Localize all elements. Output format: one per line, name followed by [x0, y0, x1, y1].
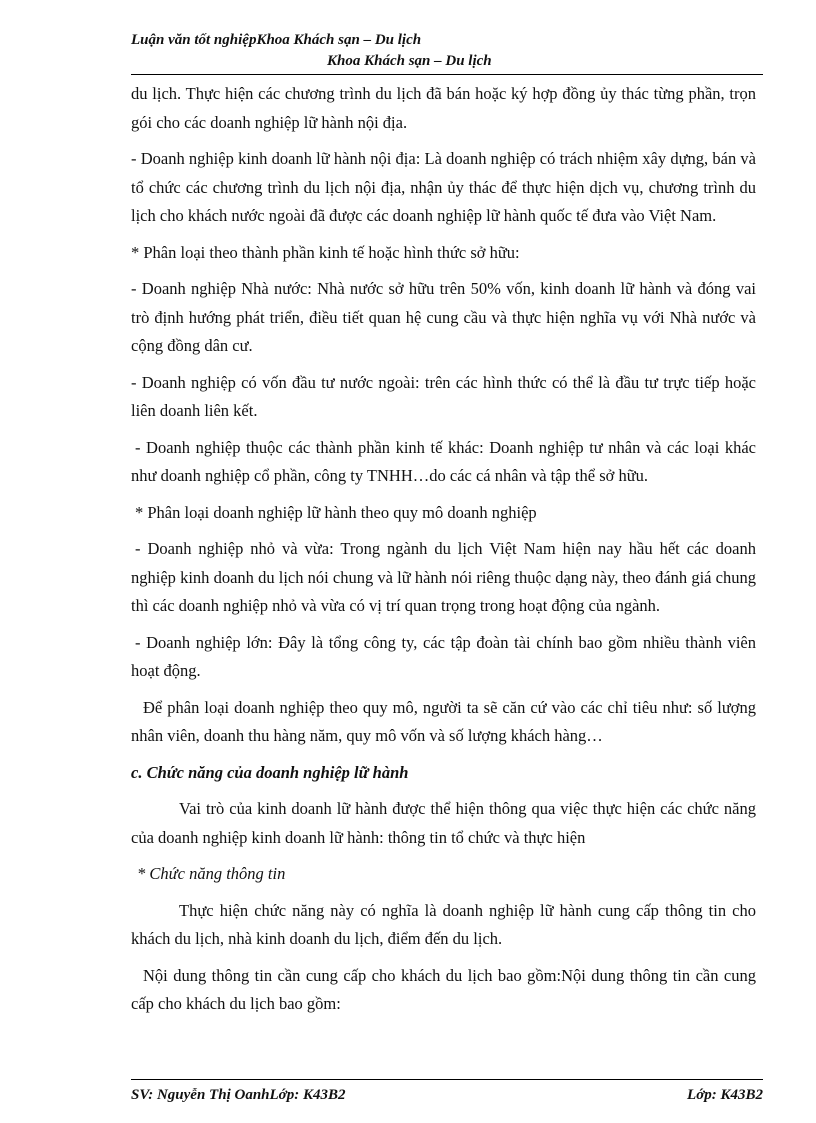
page-footer: [131, 1079, 763, 1105]
page-header: [131, 30, 763, 75]
header-title: Luận văn tốt nghiệpKhoa Khách sạn – Du lịch: [131, 32, 422, 48]
footer-student: SV: Nguyễn Thị OanhLớp: K43B2: [131, 1087, 346, 1103]
body-paragraph: du lịch. Thực hiện các chương trình du lịch đã bán hoặc ký hợp đồng ủy thác từng phần, trọn gói cho các doanh nghiệp lữ hành nội địa.: [131, 84, 756, 132]
body-paragraph: Nội dung thông tin cần cung cấp cho khách du lịch bao gồm:Nội dung thông tin cần cung cấp cho khách du lịch bao gồm:: [131, 965, 756, 1013]
footer-class: Lớp: K43B2: [687, 1087, 763, 1103]
body-paragraph: * Phân loại theo thành phần kinh tế hoặc hình thức sở hữu:: [131, 242, 520, 262]
body-paragraph: Vai trò của kinh doanh lữ hành được thể hiện thông qua việc thực hiện các chức năng của doanh nghiệp kinh doanh lữ hành: thông tin tổ chức và thực hiện: [131, 799, 756, 847]
body-paragraph: - Doanh nghiệp Nhà nước: Nhà nước sở hữu trên 50% vốn, kinh doanh lữ hành và đóng vai trò định hướng phát triển, điều tiết quan hệ cung cầu và thực hiện nghĩa vụ với Nhà nước và cộng đồng dân cư.: [131, 279, 756, 355]
body-paragraph: - Doanh nghiệp lớn: Đây là tổng công ty, các tập đoàn tài chính bao gồm nhiều thành viên hoạt động.: [131, 632, 756, 680]
body-paragraph: Để phân loại doanh nghiệp theo quy mô, người ta sẽ căn cứ vào các chỉ tiêu như: số lượng nhân viên, doanh thu hàng năm, quy mô vốn và số lượng khách hàng…: [131, 697, 756, 745]
body-paragraph: - Doanh nghiệp nhỏ và vừa: Trong ngành du lịch Việt Nam hiện nay hầu hết các doanh nghiệp kinh doanh du lịch nói chung và lữ hành nói riêng thuộc dạng này, theo đánh giá chung thì các doanh nghiệp nhỏ và vừa có vị trí quan trọng trong hoạt động của ngành.: [131, 539, 756, 615]
body-paragraph: - Doanh nghiệp thuộc các thành phần kinh tế khác: Doanh nghiệp tư nhân và các loại khác như doanh nghiệp cổ phần, công ty TNHH…do các cá nhân và tập thể sở hữu.: [131, 437, 756, 485]
body-paragraph: * Phân loại doanh nghiệp lữ hành theo quy mô doanh nghiệp: [135, 502, 537, 522]
section-heading: c. Chức năng của doanh nghiệp lữ hành: [131, 762, 409, 782]
body-paragraph: - Doanh nghiệp có vốn đầu tư nước ngoài: trên các hình thức có thể là đầu tư trực tiếp hoặc liên doanh liên kết.: [131, 372, 756, 420]
header-faculty: Khoa Khách sạn – Du lịch: [327, 53, 492, 69]
document-body: [131, 80, 756, 1027]
body-paragraph: - Doanh nghiệp kinh doanh lữ hành nội địa: Là doanh nghiệp có trách nhiệm xây dựng, bán và tổ chức các chương trình du lịch nội địa, nhận ủy thác để thực hiện dịch vụ, chương trình du lịch cho khách nước ngoài đã được các doanh nghiệp lữ hành quốc tế đưa vào Việt Nam.: [131, 149, 756, 225]
subsection-heading: * Chức năng thông tin: [137, 864, 286, 883]
body-paragraph: Thực hiện chức năng này có nghĩa là doanh nghiệp lữ hành cung cấp thông tin cho khách du lịch, nhà kinh doanh du lịch, điểm đến du lịch.: [131, 900, 756, 948]
